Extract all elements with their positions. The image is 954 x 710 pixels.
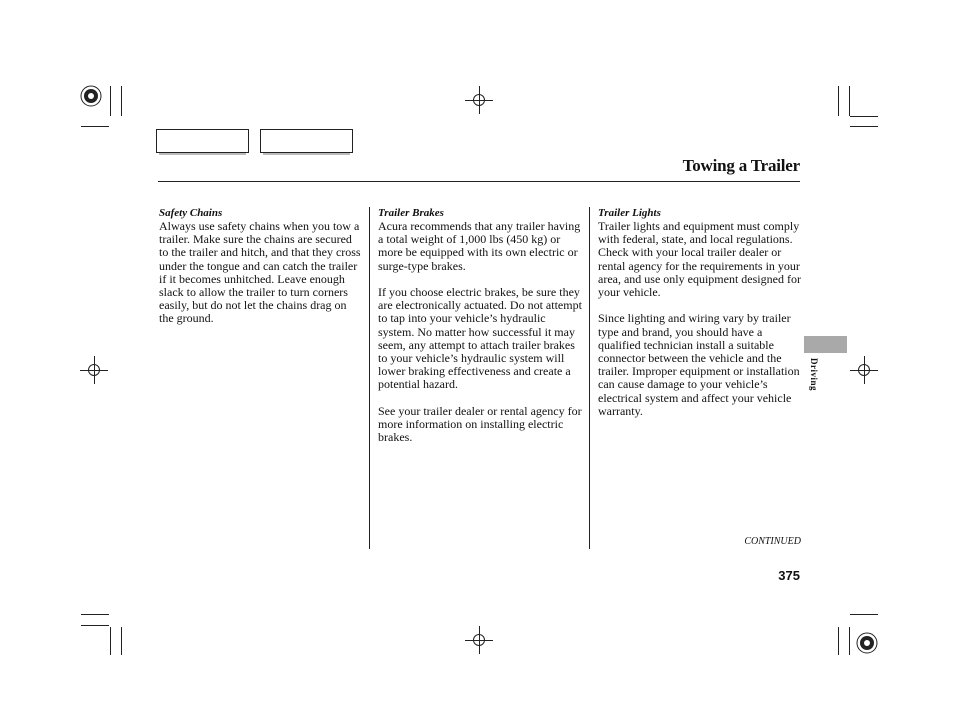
- page-number: 375: [778, 568, 800, 583]
- nav-prev-button[interactable]: [156, 129, 249, 153]
- crop-mark: [81, 625, 109, 626]
- nav-next-button[interactable]: [260, 129, 353, 153]
- title-rule: [158, 181, 800, 182]
- registration-crosshair-icon: [850, 356, 878, 384]
- registration-crosshair-icon: [465, 626, 493, 654]
- paragraph: Acura recommends that any trailer having a total weight of 1,000 lbs (450 kg) or more be equipped with its own electric or surge-type brakes.: [378, 219, 581, 273]
- crop-mark: [850, 126, 878, 127]
- registration-crosshair-icon: [80, 356, 108, 384]
- continued-label: CONTINUED: [744, 536, 801, 547]
- crop-mark: [850, 116, 878, 117]
- crop-mark: [850, 614, 878, 615]
- section-tab[interactable]: [804, 336, 847, 353]
- column-divider: [369, 207, 370, 549]
- paragraph: See your trailer dealer or rental agency for more information on installing electric brakes.: [378, 403, 582, 445]
- crop-mark: [81, 614, 109, 615]
- column-trailer-lights: [598, 207, 803, 431]
- column-trailer-brakes: [378, 207, 583, 458]
- paragraph: Since lighting and wiring vary by trailer type and brand, you should have a qualified technician install a suitable connector between the vehicle and the trailer. Improper equipment or installation can cause damage to your vehicle’s electrical system and affect your vehicle warranty.: [598, 311, 800, 418]
- crop-mark: [121, 627, 122, 655]
- registration-burst-icon: [80, 85, 102, 107]
- registration-crosshair-icon: [465, 86, 493, 114]
- section-heading: Trailer Lights: [598, 207, 661, 219]
- paragraph: Always use safety chains when you tow a trailer. Make sure the chains are secured to the trailer and hitch, and that they cross under the tongue and can catch the trailer if it becomes unhitched. Leave enough slack to allow the trailer to turn corners easily, but do not let the chains drag on the ground.: [159, 219, 361, 326]
- crop-mark: [838, 86, 839, 116]
- column-divider: [589, 207, 590, 549]
- section-heading: Trailer Brakes: [378, 207, 444, 219]
- section-tab-label: Driving: [809, 358, 819, 392]
- registration-burst-icon: [856, 632, 878, 654]
- column-safety-chains: [159, 207, 364, 339]
- section-heading: Safety Chains: [159, 207, 223, 219]
- paragraph: Trailer lights and equipment must comply with federal, state, and local regulations. Check with your local trailer dealer or rental agency for the requirements in your area, and use only equipment designed for your vehicle.: [598, 219, 801, 300]
- page-title: Towing a Trailer: [682, 156, 800, 175]
- crop-mark: [121, 86, 122, 116]
- crop-mark: [849, 86, 850, 116]
- crop-mark: [110, 627, 111, 655]
- crop-mark: [838, 627, 839, 655]
- paragraph: If you choose electric brakes, be sure they are electronically actuated. Do not attempt to tap into your vehicle’s hydraulic system. No matter how successful it may seem, any attempt to attach trailer brakes to your vehicle’s hydraulic system will lower braking effectiveness and create a potential hazard.: [378, 285, 582, 392]
- crop-mark: [110, 86, 111, 116]
- crop-mark: [81, 126, 109, 127]
- crop-mark: [849, 627, 850, 655]
